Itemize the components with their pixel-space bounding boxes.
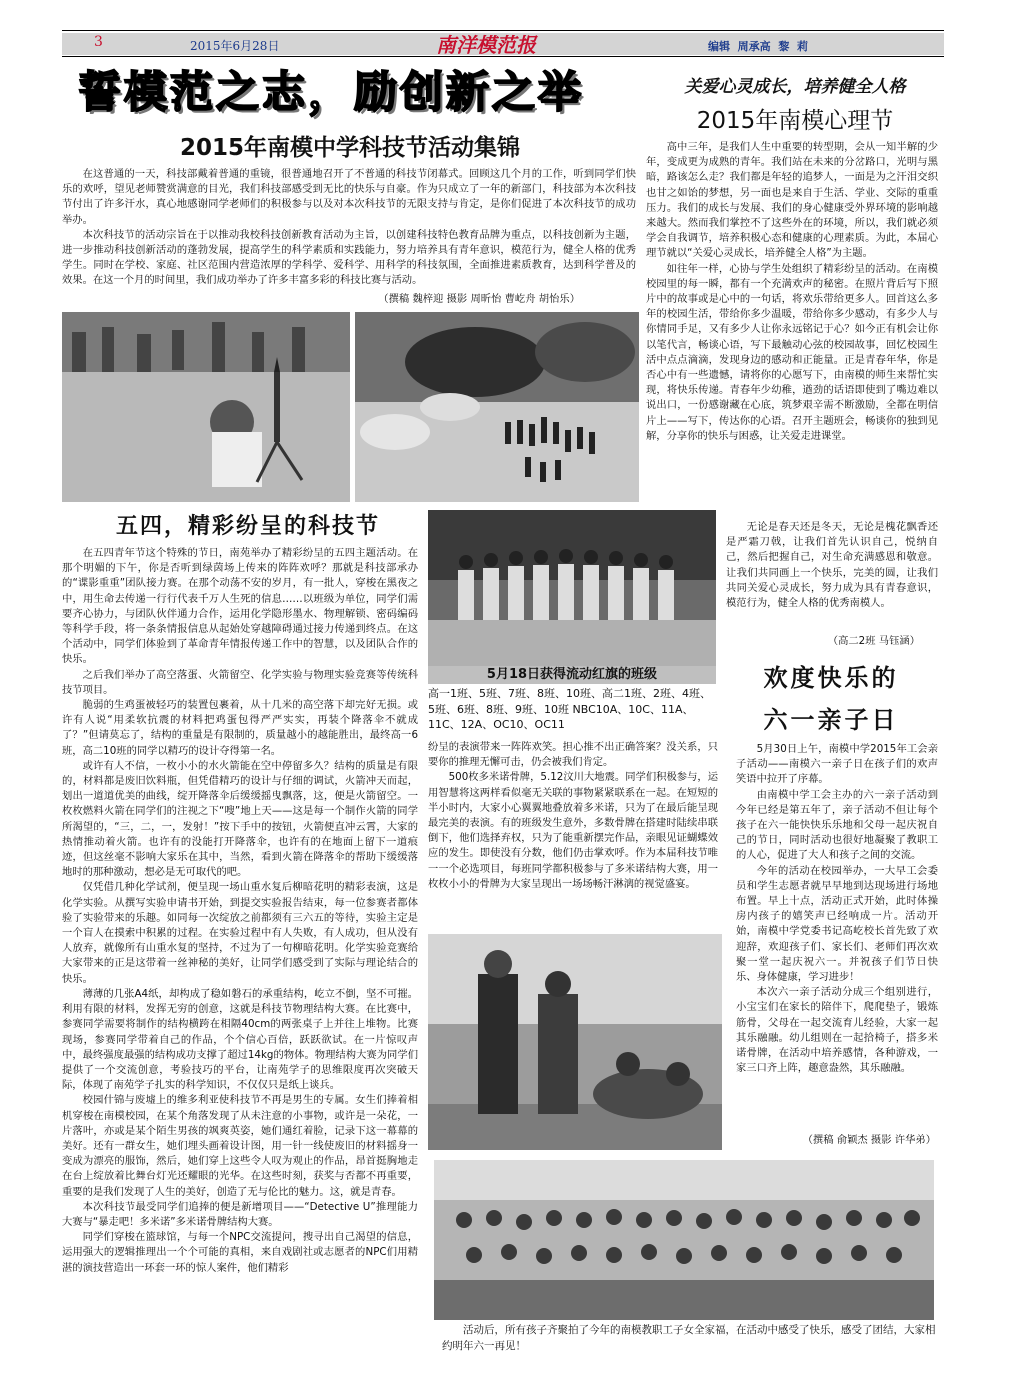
may4-p8: 本次科技节最受同学们追捧的便是新增项目——“Detective U”推理能力大赛与“暴走吧！多米诺”多米诺骨牌结构大赛。 xyxy=(62,1200,418,1228)
may4-p5: 仅凭借几种化学试剂，便呈现一场山重水复后柳暗花明的精彩表演，这是化学实验。从撰写实验申请书开始，到提交实验报告结束，每一位参赛者都体验了实验带来的乐趣。如同每一次绽放之前都须有三六五的等待，实验主定是一个盲人在摸索中积累的过程。在实验过程中有人失败，有人成功，但从没有人放弃，就像所有山重水复的坚持，不过为了一句柳暗花明。化学实验竞赛给大家带来的正是这带着一丝神秘的美好，让同学们感受到了实际与理论结合的快乐。 xyxy=(62,881,418,985)
award-caption: 5月18日获得流动红旗的班级 xyxy=(428,666,716,684)
group-photo xyxy=(434,1160,934,1320)
class-banner-photo xyxy=(428,510,716,666)
psych-body-cont xyxy=(726,520,938,630)
children-p3: 今年的活动在校园举办，一大早工会委员和学生志愿者就早早地到达现场进行场地布置。早上十点，活动正式开始，此时体操房内孩子的嬉笑声已经响成一片。活动开始，南模中学党委书记高屹校长首先致了欢迎辞，欢迎孩子们、家长们、老师们再次欢聚一堂一起庆祝六一。并祝孩子们节日快乐、身体健康，学习进步！ xyxy=(736,864,938,984)
issue-date: 2015年6月28日 xyxy=(190,39,280,53)
may4-body xyxy=(62,546,418,1356)
children-credit: （撰稿 俞颖杰 摄影 许华弟） xyxy=(802,1134,936,1146)
scitech-intro-p2: 本次科技节的活动宗旨在于以推动我校科技创新教育活动为主旨，以创建科技特色教育品牌为重点，以科技创新为主题，进一步推动科技创新活动的蓬勃发展，提高学生的科学素质和实践能力，努力培养具有青年意识，模范行为，健全人格的优秀学生。同时在学校、家庭、社区范围内营造浓厚的学科学、爱科学、用科学的科技氛围，全面推进素质教育，达到科学普及的效果。在这一个月的时间里，我们成功举办了许多丰富多彩的科技比赛与活动。 xyxy=(62,228,636,287)
psych-slogan: 关爱心灵成长，培养健全人格 xyxy=(684,77,906,97)
editors: 编辑 周承高 黎 莉 xyxy=(708,40,808,53)
group-photo-caption: 活动后，所有孩子齐聚拍了今年的南模教职工子女全家福，在活动中感受了快乐，感受了团结，大家相约明年六一再见！ xyxy=(442,1324,936,1352)
may4-p9: 同学们穿梭在篮球馆，与每一个NPC交流提问，搜寻出自己渴望的信息，运用强大的逻辑推理出一个个可能的真相，来自戏剧社或志愿者的NPC们用精湛的演技营造出一环套一环的惊人案件，他们精彩 xyxy=(62,1231,418,1274)
may4-p1: 在五四青年节这个特殊的节日，南苑举办了精彩纷呈的五四主题活动。在那个明媚的下午，你是否听到绿茵场上传来的阵阵欢呼？那就是科技部承办的“谍影重重”团队接力赛。在那个动荡不安的岁月，有一批人，穿梭在黑夜之中，用生命去传递一行行代表千万人生死的信息……以班级为单位，同学们需要齐心协力，与团队伙伴通力合作，运用化学隐形墨水、物理解锁、密码编码等科学手段，将一条条情报信息从起始处穿越障碍通过接力传递到终点。在这个活动中，同学们体验到了革命青年情报传递工作中的智慧，以及团队合作的快乐。 xyxy=(62,547,418,666)
may4-p7: 校园什锦与废墟上的维多利亚使科技节不再是男生的专属。女生们捧着相机穿梭在南模校园，在某个角落发现了从未注意的小事物，或许是一朵花，一片落叶，亦或是某个陌生男孩的飒爽英姿，她们通红着脸，记录下这一幕幕的美好。还有一群女生，她们埋头画着设计图，用一针一线使废旧的材料摇身一变成为漂亮的服饰，然后，她们穿上这些令人叹为观止的作品，昂首挺胸地走在台上绽放着比舞台灯光还耀眼的光华。在这些时刻，获奖与否都不再重要，重要的是我们发现了人生的美好，创造了无与伦比的魅力。这，就是青春。 xyxy=(62,1094,418,1198)
masthead: 南洋模范报 xyxy=(436,33,536,57)
page-number: 3 xyxy=(94,34,103,50)
scitech-credit: （撰稿 魏梓迎 摄影 周昕怡 曹屹舟 胡怡乐） xyxy=(378,293,580,305)
may4-p2: 之后我们举办了高空落蛋、火箭留空、化学实验与物理实验竞赛等传统科技节项目。 xyxy=(62,668,418,696)
children-p4: 本次六一亲子活动分成三个组别进行，小宝宝们在家长的陪伴下，爬爬垫子，锻炼筋骨，父母在一起交流育儿经验，大家一起其乐融融。幼儿组则在一起拾椅子，搭多米诺骨牌，在活动中培养感情，各种游戏，一家三口齐上阵，趣意盎然，其乐融融。 xyxy=(736,986,938,1075)
may4-p6: 薄薄的几张A4纸，却构成了稳如磐石的承重结构，屹立不倒，坚不可摧。利用有限的材料，发挥无穷的创意，这就是科技节物理结构大赛。在比赛中，参赛同学需要将制作的结构横跨在相隔40cm的两张桌子上并往上堆物。比赛现场，参赛同学带着自己的作品，个个信心百倍，跃跃欲试。在一片惊叹声中，最终强度最强的结构成功支撑了超过14kg的物体。物理结构大赛为同学们提供了一个交流创意，考验技巧的平台，让南苑学子的思维限度再次突破天际，体现了南苑学子扎实的科学知识，不仅仅只是纸上谈兵。 xyxy=(62,987,418,1092)
domino-p1: 纷呈的表演带来一阵阵欢笑。担心推不出正确答案？没关系，只要你的推理无懈可击，仍会被我们肯定。 xyxy=(428,741,718,769)
children-p1: 5月30日上午，南模中学2015年工会亲子活动——南模六一亲子日在孩子们的欢声笑语中拉开了序幕。 xyxy=(736,743,938,786)
psych-body xyxy=(646,140,938,512)
rocket-launch-photo xyxy=(62,312,350,502)
psych-p3: 无论是春天还是冬天，无论是槐花飘香还是严霜刀戟，让我们首先认识自己，悦纳自己，然后把握自己，对生命充满感恩和敬意。让我们共同画上一个快乐，完美的圆，让我们共同关爱心灵成长，努力成为具有青春意识，模范行为，健全人格的优秀南模人。 xyxy=(726,521,938,610)
psych-p1: 高中三年，是我们人生中重要的转型期，会从一知半解的少年，变成更为成熟的青年。我们站在未来的分岔路口，光明与黑暗，路该怎么走？我们都是年轻的追梦人，一面是为之汗泪交织也甘之如饴的梦想，另一面也是来自于生活、学业、交际的重重压力。我们的成长与发展、我们的身心健康受外界环境的影响越来越大。然而我们掌控不了这些外在的环境，所以，我们就必须学会自我调节，培养积极心态和健康的心理素质。为此，本届心理节就以“关爱心灵成长，培养健全人格”为主题。 xyxy=(646,141,938,260)
children-p2: 由南模中学工会主办的六一亲子活动到今年已经是第五年了，亲子活动不但让每个孩子在六一能快快乐乐地和父母一起庆祝自己的节日，同时活动也很好地凝聚了教职工的人心，促进了大人和孩子之间的交流。 xyxy=(736,788,938,862)
domino-photo xyxy=(355,312,639,502)
domino-body xyxy=(428,740,718,928)
children-title-line1: 欢度快乐的 xyxy=(763,663,899,692)
psych-title: 2015年南模心理节 xyxy=(696,108,894,134)
main-banner: 誓模范之志，励创新之举 xyxy=(78,68,584,118)
may4-p3: 脆弱的生鸡蛋被轻巧的装置包裹着，从十几米的高空落下却完好无损。或许有人说“用柔软抗震的材料把鸡蛋包得严严实实，再装个降落伞不就成了？”但请莫忘了，结构的重量是有限制的，质量越小的越能胜出，最终高一6班，高二10班的同学以精巧的设计夺得第一名。 xyxy=(62,699,418,757)
scitech-intro xyxy=(62,167,636,290)
award-classes: 高一1班、5班、7班、8班、10班、高二1班、2班、4班、5班、6班、8班、9班、10班 NBC10A、10C、11A、11C、12A、OC10、OC11 xyxy=(428,687,711,731)
scitech-title: 2015年南模中学科技节活动集锦 xyxy=(179,135,520,161)
domino-p2: 500枚多米诺骨牌，5.12汶川大地震。同学们积极参与，运用智慧将这两样看似毫无关联的事物紧紧联系在一起。在短短的半小时内，大家小心翼翼地叠放着多米诺，只为了在最后能呈现最完美的表演。有的班级发生意外，多数骨牌在搭建时陆续串联倒下，他们选择弃权，只为了能重新摆完作品，亲眼见证蝴蝶效应的发生。即使没有分数，他们仍击掌欢呼。作为本届科技节唯一一个必选项目，每班同学都积极参与了多米诺结构大赛，用一枚枚小小的骨牌为大家呈现出一场场畅汗淋漓的视觉盛宴。 xyxy=(428,771,718,890)
scitech-intro-p1: 在这普通的一天，科技部戴着普通的重镜，很普通地召开了不普通的科技节闭幕式。回顾这几个月的工作，听到同学们快乐的欢呼，望见老师赞赏满意的目光，我们科技部感受到无比的快乐与自豪。作为只成立了一年的新部门，科技部为本次科技节付出了许多汗水，真心地感谢同学老师们的积极参与以及对本次科技节的无限支持与肯定，是你们促进了本次科技节的成功举办。 xyxy=(62,168,636,226)
children-title-line2: 六一亲子日 xyxy=(763,705,899,734)
children-event-photo xyxy=(428,934,722,1150)
children-body xyxy=(736,742,938,1128)
may4-title: 五四，精彩纷呈的科技节 xyxy=(115,513,380,539)
psych-credit: （高二2班 马钰涵） xyxy=(827,635,920,647)
psych-p2: 如往年一样，心协与学生处组织了精彩纷呈的活动。在南模校园里的每一瞬，都有一个充满欢声的秘密。在照片背后写下照片中的故事或是心中的一句话，将欢乐带给更多人。回首这么多年的校园生活，带给你多少温暖，带给你多少感动，有多少人与你情同手足，又有多少人让你永远铭记于心？如今正有机会让你以笔代言，畅谈心语，写下最触动心弦的校园故事，回忆校园生活中点点滴滴，发现身边的感动和正能量。正是青春年华，你是否心中有一些遗憾，请将你的心愿写下，由南模的师生来帮忙实现，将快乐传递。青春年少幼稚，遒劲的话语即使到了嘴边难以说出口，一份感谢藏在心底，筑梦艰辛需不断激励，全都在明信片上——写下，传达你的心语。召开主题班会，畅谈你的独到见解，分享你的快乐与困惑，让关爱走进课堂。 xyxy=(646,262,938,442)
may4-p4: 或许有人不信，一枚小小的水火箭能在空中停留多久？结构的质量是有限的，材料都是废旧饮料瓶，但凭借精巧的设计与仔细的调试，火箭冲天而起，划出一道道优美的曲线，绽开降落伞后缓缓摇曳飘落，这，便是火箭留空。一枚枚燃料火箭在同学们的注视之下“嗖”地上天——这是每一个制作火箭的同学所渴望的，“三，二，一，发射！”按下手中的按钮，火箭便直冲云霄，大家的热情推动着火箭。也许有的没能打开降落伞，也许有的在地面上留下一道痕迹，但这丝毫不影响大家乐在其中，当然，看到火箭在降落伞的帮助下缓缓落地时的那种激动，想必是无可取代的吧。 xyxy=(62,759,418,879)
